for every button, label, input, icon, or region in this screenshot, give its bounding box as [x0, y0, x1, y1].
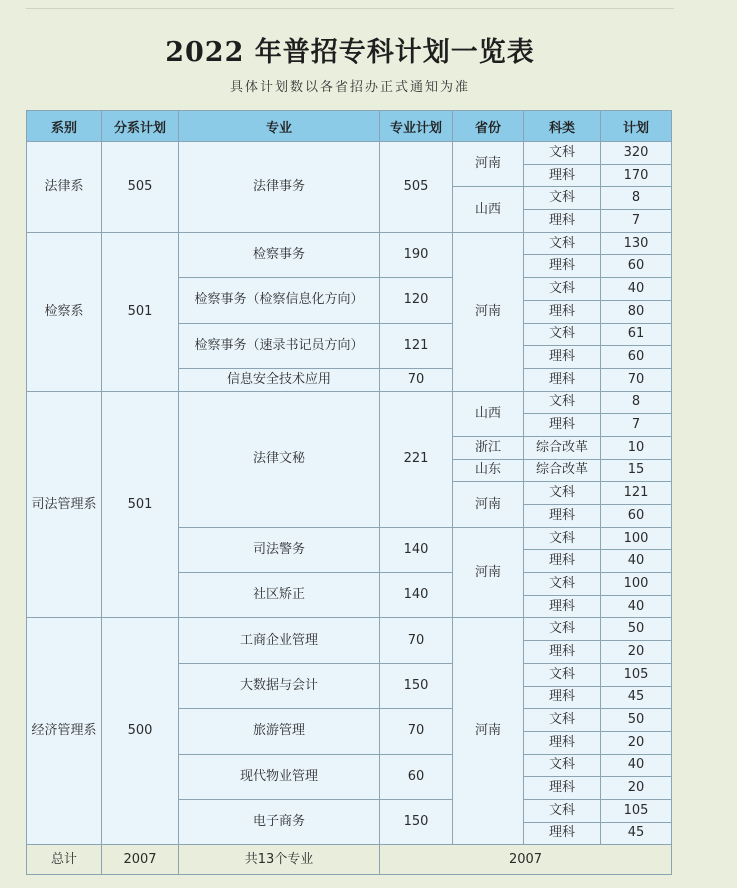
- plan-cell: 105: [601, 799, 672, 822]
- department-cell: 法律系: [27, 142, 102, 233]
- subject-type-cell: 理科: [524, 414, 601, 437]
- subject-type-cell: 文科: [524, 187, 601, 210]
- province-cell: 浙江: [453, 436, 524, 459]
- major-cell: 大数据与会计: [179, 663, 380, 708]
- department-plan-cell: 501: [102, 232, 179, 391]
- major-cell: 司法警务: [179, 527, 380, 572]
- province-cell: 河南: [453, 142, 524, 187]
- major-cell: 法律事务: [179, 142, 380, 233]
- total-row: [27, 845, 672, 875]
- plan-cell: 121: [601, 482, 672, 505]
- table-row: [27, 618, 672, 641]
- plan-cell: 40: [601, 550, 672, 573]
- plan-cell: 15: [601, 459, 672, 482]
- plan-cell: 60: [601, 505, 672, 528]
- province-cell: 河南: [453, 527, 524, 618]
- subject-type-cell: 理科: [524, 731, 601, 754]
- major-plan-cell: 70: [380, 618, 453, 663]
- subject-type-cell: 文科: [524, 527, 601, 550]
- major-cell: 检察事务（速录书记员方向）: [179, 323, 380, 368]
- table-row: [27, 232, 672, 255]
- subject-type-cell: 理科: [524, 641, 601, 664]
- major-cell: 检察事务: [179, 232, 380, 277]
- subject-type-cell: 理科: [524, 255, 601, 278]
- subject-type-cell: 文科: [524, 799, 601, 822]
- major-cell: 现代物业管理: [179, 754, 380, 799]
- subject-type-cell: 理科: [524, 550, 601, 573]
- subject-type-cell: 文科: [524, 709, 601, 732]
- subject-type-cell: 理科: [524, 210, 601, 233]
- header-major: 专业: [179, 111, 380, 142]
- table-row: [27, 142, 672, 165]
- enrollment-plan-table: [26, 110, 672, 875]
- subject-type-cell: 文科: [524, 573, 601, 596]
- major-plan-cell: 505: [380, 142, 453, 233]
- subject-type-cell: 文科: [524, 482, 601, 505]
- plan-cell: 61: [601, 323, 672, 346]
- page-subtitle: 具体计划数以各省招办正式通知为准: [229, 80, 470, 95]
- plan-cell: 10: [601, 436, 672, 459]
- subject-type-cell: 理科: [524, 595, 601, 618]
- major-cell: 电子商务: [179, 799, 380, 844]
- table-row: [27, 391, 672, 414]
- department-plan-cell: 505: [102, 142, 179, 233]
- subject-type-cell: 文科: [524, 142, 601, 165]
- header-department-plan: 分系计划: [102, 111, 179, 142]
- plan-cell: 20: [601, 731, 672, 754]
- subject-type-cell: 理科: [524, 164, 601, 187]
- major-plan-cell: 150: [380, 799, 453, 844]
- province-cell: 河南: [453, 618, 524, 845]
- major-plan-cell: 121: [380, 323, 453, 368]
- major-plan-cell: 60: [380, 754, 453, 799]
- subject-type-cell: 文科: [524, 323, 601, 346]
- subject-type-cell: 文科: [524, 232, 601, 255]
- province-cell: 河南: [453, 232, 524, 391]
- major-plan-cell: 150: [380, 663, 453, 708]
- plan-cell: 105: [601, 663, 672, 686]
- subject-type-cell: 理科: [524, 505, 601, 528]
- plan-cell: 40: [601, 278, 672, 301]
- total-label: 总计: [27, 845, 102, 875]
- major-cell: 社区矫正: [179, 573, 380, 618]
- header-department: 系别: [27, 111, 102, 142]
- total-plan: 2007: [380, 845, 672, 875]
- major-plan-cell: 70: [380, 368, 453, 391]
- major-plan-cell: 221: [380, 391, 453, 527]
- table-header-row: [27, 111, 672, 142]
- plan-cell: 8: [601, 391, 672, 414]
- header-subject-type: 科类: [524, 111, 601, 142]
- plan-cell: 60: [601, 255, 672, 278]
- major-plan-cell: 120: [380, 278, 453, 323]
- plan-cell: 320: [601, 142, 672, 165]
- plan-cell: 130: [601, 232, 672, 255]
- province-cell: 山东: [453, 459, 524, 482]
- subject-type-cell: 文科: [524, 754, 601, 777]
- header-province: 省份: [453, 111, 524, 142]
- subject-type-cell: 文科: [524, 663, 601, 686]
- plan-cell: 100: [601, 573, 672, 596]
- plan-cell: 70: [601, 368, 672, 391]
- department-cell: 检察系: [27, 232, 102, 391]
- subject-type-cell: 文科: [524, 278, 601, 301]
- plan-cell: 170: [601, 164, 672, 187]
- plan-cell: 40: [601, 595, 672, 618]
- plan-cell: 20: [601, 641, 672, 664]
- major-cell: 旅游管理: [179, 709, 380, 754]
- plan-cell: 100: [601, 527, 672, 550]
- subject-type-cell: 文科: [524, 618, 601, 641]
- major-plan-cell: 70: [380, 709, 453, 754]
- department-cell: 经济管理系: [27, 618, 102, 845]
- major-plan-cell: 140: [380, 527, 453, 572]
- subject-type-cell: 理科: [524, 346, 601, 369]
- province-cell: 山西: [453, 391, 524, 436]
- header-major-plan: 专业计划: [380, 111, 453, 142]
- plan-cell: 50: [601, 709, 672, 732]
- page-title: 2022 年普招专科计划一览表: [165, 37, 535, 68]
- subject-type-cell: 综合改革: [524, 459, 601, 482]
- major-cell: 信息安全技术应用: [179, 368, 380, 391]
- province-cell: 河南: [453, 482, 524, 527]
- total-department-plan: 2007: [102, 845, 179, 875]
- plan-cell: 45: [601, 686, 672, 709]
- department-plan-cell: 500: [102, 618, 179, 845]
- plan-cell: 45: [601, 822, 672, 845]
- major-cell: 检察事务（检察信息化方向）: [179, 278, 380, 323]
- department-cell: 司法管理系: [27, 391, 102, 618]
- subject-type-cell: 理科: [524, 300, 601, 323]
- subject-type-cell: 理科: [524, 777, 601, 800]
- plan-cell: 8: [601, 187, 672, 210]
- major-plan-cell: 140: [380, 573, 453, 618]
- subject-type-cell: 文科: [524, 391, 601, 414]
- subject-type-cell: 理科: [524, 686, 601, 709]
- plan-cell: 80: [601, 300, 672, 323]
- plan-cell: 7: [601, 210, 672, 233]
- header-plan: 计划: [601, 111, 672, 142]
- department-plan-cell: 501: [102, 391, 179, 618]
- plan-cell: 40: [601, 754, 672, 777]
- province-cell: 山西: [453, 187, 524, 232]
- major-cell: 工商企业管理: [179, 618, 380, 663]
- subject-type-cell: 理科: [524, 368, 601, 391]
- subject-type-cell: 理科: [524, 822, 601, 845]
- plan-cell: 50: [601, 618, 672, 641]
- major-plan-cell: 190: [380, 232, 453, 277]
- plan-cell: 60: [601, 346, 672, 369]
- major-cell: 法律文秘: [179, 391, 380, 527]
- subject-type-cell: 综合改革: [524, 436, 601, 459]
- plan-cell: 7: [601, 414, 672, 437]
- plan-cell: 20: [601, 777, 672, 800]
- top-divider: [26, 8, 674, 9]
- total-majors-count: 共13个专业: [179, 845, 380, 875]
